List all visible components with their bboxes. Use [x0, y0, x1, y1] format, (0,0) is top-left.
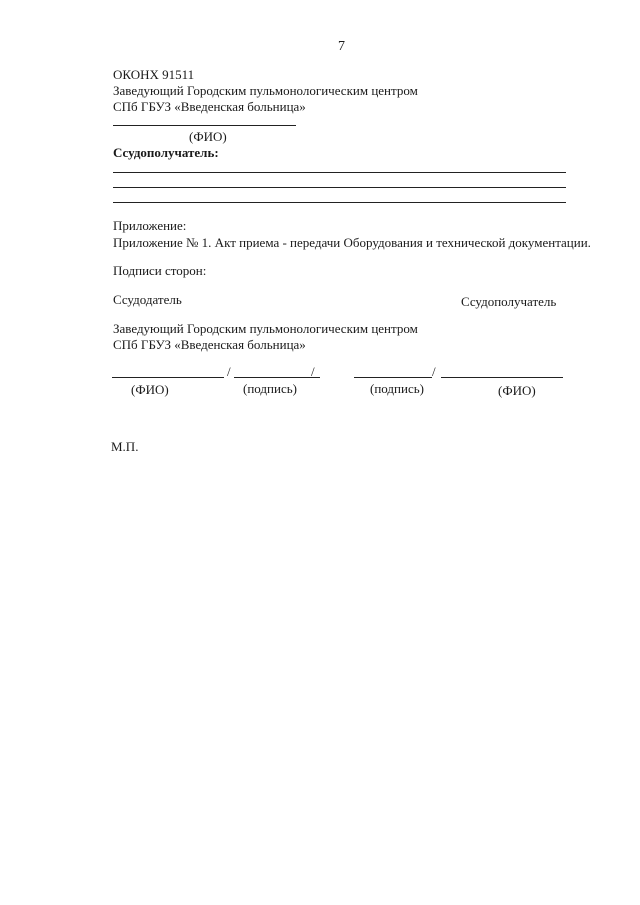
borrower-fio-line [441, 377, 563, 378]
lender-slash-2: / [311, 364, 315, 379]
okonh-code: ОКОНХ 91511 [113, 67, 195, 82]
borrower-label: Ссудополучатель: [113, 145, 219, 160]
appendix-title: Приложение: [113, 218, 187, 233]
borrower-slash: / [432, 364, 436, 379]
header-signature-line [113, 125, 296, 126]
header-organization: СПб ГБУЗ «Введенская больница» [113, 99, 306, 114]
header-position: Заведующий Городским пульмонологическим центром [113, 83, 418, 98]
borrower-sign-label: Ссудополучатель [461, 294, 557, 309]
borrower-line-3 [113, 202, 566, 203]
borrower-fio-label: (ФИО) [498, 383, 536, 398]
lender-fio-line [112, 377, 224, 378]
lender-label: Ссудодатель [113, 292, 182, 307]
signatures-title: Подписи сторон: [113, 263, 207, 278]
stamp-place: М.П. [111, 439, 139, 454]
borrower-sign-line [354, 377, 432, 378]
lender-sign-label: (подпись) [243, 381, 297, 396]
lender-sign-line [234, 377, 320, 378]
lender-slash-1: / [227, 364, 231, 379]
header-fio-label: (ФИО) [189, 129, 227, 144]
borrower-line-2 [113, 187, 566, 188]
signature-position: Заведующий Городским пульмонологическим центром [113, 321, 418, 336]
borrower-sign-caption: (подпись) [370, 381, 424, 396]
appendix-item: Приложение № 1. Акт приема - передачи Оборудования и технической документации. [113, 235, 591, 250]
borrower-line-1 [113, 172, 566, 173]
lender-fio-label: (ФИО) [131, 382, 169, 397]
signature-organization: СПб ГБУЗ «Введенская больница» [113, 337, 306, 352]
page-number: 7 [338, 39, 345, 54]
